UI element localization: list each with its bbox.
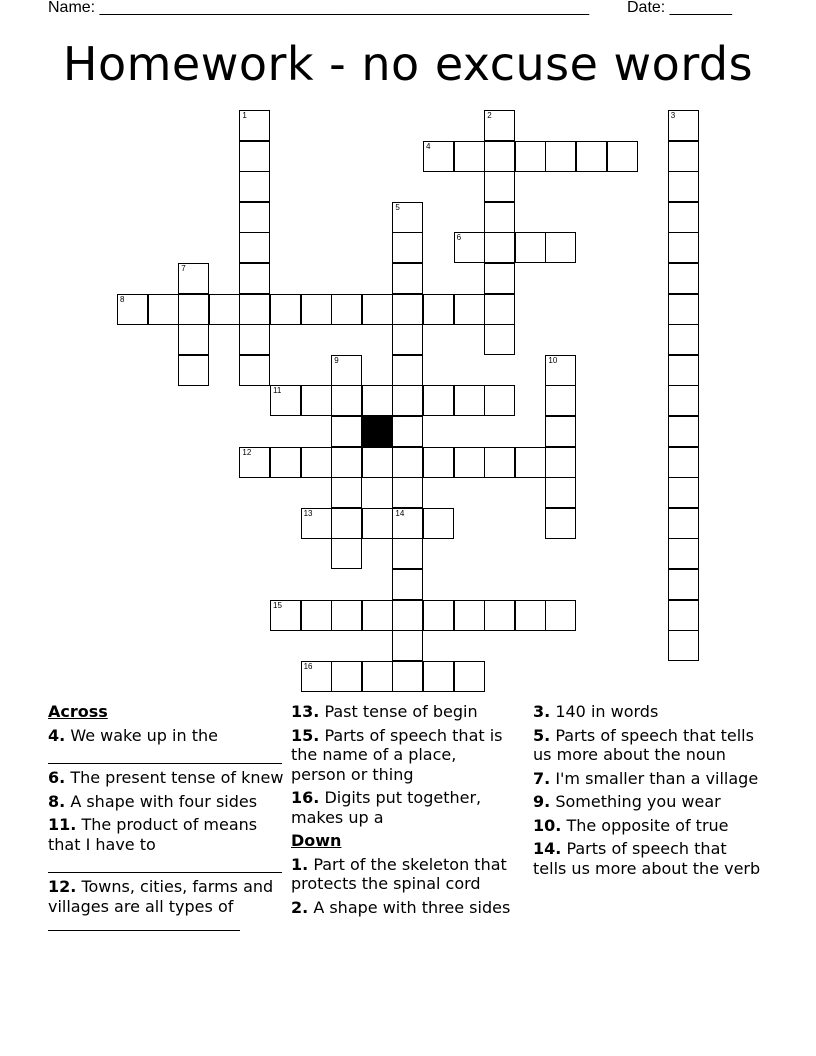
grid-cell[interactable] xyxy=(454,600,485,631)
grid-cell[interactable] xyxy=(423,294,454,325)
grid-cell[interactable] xyxy=(331,447,362,478)
grid-cell[interactable] xyxy=(484,600,515,631)
grid-cell[interactable] xyxy=(392,508,423,539)
answer-blank xyxy=(48,854,282,873)
grid-cell[interactable] xyxy=(607,141,638,172)
grid-cell[interactable] xyxy=(331,661,362,692)
grid-cell[interactable] xyxy=(331,600,362,631)
clue-item xyxy=(533,816,763,836)
grid-cell[interactable] xyxy=(668,355,699,386)
grid-cell[interactable] xyxy=(270,600,301,631)
grid-cell[interactable] xyxy=(392,263,423,294)
grid-cell[interactable] xyxy=(301,385,332,416)
grid-cell[interactable] xyxy=(392,385,423,416)
clue-number: 12. xyxy=(48,877,77,896)
page-title: Homework - no excuse words xyxy=(62,37,754,91)
grid-cell[interactable] xyxy=(270,294,301,325)
grid-cell[interactable] xyxy=(423,661,454,692)
grid-cell[interactable] xyxy=(668,171,699,202)
clue-number: 3. xyxy=(533,702,551,721)
clues-column-1 xyxy=(48,702,284,940)
grid-cell[interactable] xyxy=(545,141,576,172)
clue-item xyxy=(291,726,513,785)
grid-cell[interactable] xyxy=(668,538,699,569)
clue-item xyxy=(48,877,284,936)
clue-number: 11. xyxy=(48,815,77,834)
clue-item xyxy=(291,855,513,894)
grid-cell[interactable] xyxy=(484,202,515,233)
cell-number: 1 xyxy=(242,111,247,120)
grid-cell[interactable] xyxy=(515,600,546,631)
grid-cell[interactable] xyxy=(239,294,270,325)
grid-cell[interactable] xyxy=(423,141,454,172)
clue-text: The product of means that I have to xyxy=(48,815,258,854)
grid-cell[interactable] xyxy=(239,447,270,478)
grid-cell[interactable] xyxy=(423,600,454,631)
grid-cell[interactable] xyxy=(668,508,699,539)
clue-item xyxy=(48,768,284,788)
grid-cell[interactable] xyxy=(484,141,515,172)
clue-item xyxy=(533,702,763,722)
grid-cell[interactable] xyxy=(301,447,332,478)
grid-cell[interactable] xyxy=(392,477,423,508)
grid-cell[interactable] xyxy=(484,385,515,416)
clue-number: 16. xyxy=(291,788,320,807)
grid-cell[interactable] xyxy=(392,416,423,447)
grid-cell[interactable] xyxy=(545,447,576,478)
grid-cell[interactable] xyxy=(423,385,454,416)
grid-cell[interactable] xyxy=(392,538,423,569)
grid-cell[interactable] xyxy=(668,447,699,478)
grid-cell[interactable] xyxy=(117,294,148,325)
clue-item xyxy=(291,788,513,827)
cell-number: 11 xyxy=(273,386,282,396)
grid-cell[interactable] xyxy=(454,385,485,416)
grid-cell[interactable] xyxy=(668,477,699,508)
cell-number: 5 xyxy=(395,202,400,212)
clue-item xyxy=(48,792,284,812)
clue-number: 8. xyxy=(48,791,66,811)
grid-cell[interactable] xyxy=(668,324,699,355)
cell-number: 3 xyxy=(670,111,676,120)
grid-cell[interactable] xyxy=(392,630,423,661)
grid-cell[interactable] xyxy=(362,600,393,631)
grid-cell[interactable] xyxy=(545,232,576,263)
grid-cell[interactable] xyxy=(362,385,393,416)
clue-number: 15. xyxy=(291,725,320,745)
clue-item xyxy=(291,898,513,918)
clue-text: A shape with four sides xyxy=(70,791,258,811)
grid-cell[interactable] xyxy=(454,447,485,478)
clue-text: The present tense of knew xyxy=(70,768,284,787)
grid-cell[interactable] xyxy=(668,263,699,294)
grid-cell[interactable] xyxy=(484,232,515,263)
clue-text: Digits put together, makes up a xyxy=(291,788,482,827)
grid-cell[interactable] xyxy=(331,416,362,447)
date-field-label: Date: _______ xyxy=(627,0,732,16)
across-heading: Across xyxy=(48,702,108,721)
grid-cell[interactable] xyxy=(515,447,546,478)
clue-item xyxy=(533,792,763,812)
grid-cell[interactable] xyxy=(239,202,270,233)
down-heading: Down xyxy=(291,831,342,850)
grid-cell[interactable] xyxy=(270,447,301,478)
grid-cell[interactable] xyxy=(239,324,270,355)
clue-item xyxy=(533,769,763,789)
grid-cell[interactable] xyxy=(484,110,515,141)
grid-cell[interactable] xyxy=(545,600,576,631)
grid-cell[interactable] xyxy=(362,508,393,539)
cell-number: 10 xyxy=(548,355,558,365)
cell-number: 15 xyxy=(273,600,282,610)
grid-cell[interactable] xyxy=(362,294,393,325)
cell-number: 6 xyxy=(456,233,462,243)
grid-cell[interactable] xyxy=(668,232,699,263)
grid-cell[interactable] xyxy=(454,294,485,325)
answer-blank xyxy=(48,745,282,764)
grid-cell[interactable] xyxy=(515,141,546,172)
grid-cell[interactable] xyxy=(668,600,699,631)
grid-cell[interactable] xyxy=(668,294,699,325)
grid-cell[interactable] xyxy=(668,416,699,447)
grid-cell[interactable] xyxy=(178,294,209,325)
black-square xyxy=(362,416,393,447)
grid-cell[interactable] xyxy=(545,508,576,539)
cell-number: 4 xyxy=(426,141,431,151)
grid-cell[interactable] xyxy=(668,630,699,661)
grid-cell[interactable] xyxy=(545,355,576,386)
grid-cell[interactable] xyxy=(331,355,362,386)
cell-number: 13 xyxy=(303,508,313,518)
answer-blank xyxy=(48,916,240,931)
clue-text: I'm smaller than a village xyxy=(555,768,759,788)
clue-item xyxy=(48,815,284,873)
grid-cell[interactable] xyxy=(178,324,209,355)
grid-cell[interactable] xyxy=(454,232,485,263)
clue-number: 1. xyxy=(291,854,309,874)
grid-cell[interactable] xyxy=(209,294,240,325)
grid-cell[interactable] xyxy=(392,324,423,355)
clue-text: Part of the skeleton that protects the spinal cord xyxy=(291,854,507,893)
grid-cell[interactable] xyxy=(454,661,485,692)
grid-cell[interactable] xyxy=(239,110,270,141)
grid-cell[interactable] xyxy=(484,263,515,294)
grid-cell[interactable] xyxy=(545,385,576,416)
clue-number: 5. xyxy=(533,725,551,745)
clue-text: 140 in words xyxy=(555,702,659,721)
grid-cell[interactable] xyxy=(484,447,515,478)
cell-number: 9 xyxy=(334,355,339,365)
grid-cell[interactable] xyxy=(178,355,209,386)
grid-cell[interactable] xyxy=(239,141,270,172)
grid-cell[interactable] xyxy=(270,385,301,416)
cell-number: 7 xyxy=(181,264,186,273)
grid-cell[interactable] xyxy=(545,477,576,508)
grid-cell[interactable] xyxy=(331,477,362,508)
grid-cell[interactable] xyxy=(484,324,515,355)
grid-cell[interactable] xyxy=(454,141,485,172)
grid-cell[interactable] xyxy=(239,355,270,386)
clue-text: Past tense of begin xyxy=(324,702,478,721)
grid-cell[interactable] xyxy=(545,416,576,447)
clue-number: 7. xyxy=(533,768,551,788)
clue-number: 10. xyxy=(533,815,562,835)
cell-number: 12 xyxy=(242,447,252,457)
grid-cell[interactable] xyxy=(484,171,515,202)
grid-cell[interactable] xyxy=(331,294,362,325)
clue-number: 2. xyxy=(291,897,309,917)
grid-cell[interactable] xyxy=(576,141,607,172)
grid-cell[interactable] xyxy=(668,110,699,141)
cell-number: 14 xyxy=(395,508,405,518)
grid-cell[interactable] xyxy=(668,141,699,172)
clue-text: Something you wear xyxy=(555,792,721,811)
clue-number: 9. xyxy=(533,792,551,811)
clues-column-2 xyxy=(291,702,513,921)
grid-cell[interactable] xyxy=(148,294,179,325)
name-field-label: Name: _______________________________________________________ xyxy=(48,0,589,16)
grid-cell[interactable] xyxy=(301,294,332,325)
clue-text: Parts of speech that tells us more about the noun xyxy=(533,725,754,764)
grid-cell[interactable] xyxy=(484,294,515,325)
cell-number: 8 xyxy=(120,294,125,304)
grid-cell[interactable] xyxy=(362,447,393,478)
clue-number: 14. xyxy=(533,839,562,858)
clue-text: Parts of speech that tells us more about the verb xyxy=(533,839,761,878)
grid-cell[interactable] xyxy=(392,294,423,325)
clue-number: 13. xyxy=(291,702,320,721)
grid-cell[interactable] xyxy=(515,232,546,263)
clue-text: The opposite of true xyxy=(566,815,729,835)
clue-text: We wake up in the xyxy=(70,725,218,745)
clue-number: 4. xyxy=(48,725,66,745)
grid-cell[interactable] xyxy=(423,508,454,539)
grid-cell[interactable] xyxy=(178,263,209,294)
cell-number: 16 xyxy=(303,661,313,671)
clues-column-3 xyxy=(533,702,763,882)
clue-text: A shape with three sides xyxy=(313,897,511,917)
grid-cell[interactable] xyxy=(668,569,699,600)
grid-cell[interactable] xyxy=(392,232,423,263)
grid-cell[interactable] xyxy=(392,202,423,233)
clue-item xyxy=(533,839,763,878)
grid-cell[interactable] xyxy=(239,263,270,294)
clue-item xyxy=(48,726,284,765)
grid-cell[interactable] xyxy=(239,171,270,202)
grid-cell[interactable] xyxy=(392,600,423,631)
clue-text: Parts of speech that is the name of a place, person or thing xyxy=(291,725,503,784)
grid-cell[interactable] xyxy=(239,232,270,263)
grid-cell[interactable] xyxy=(301,661,332,692)
grid-cell[interactable] xyxy=(301,600,332,631)
grid-cell[interactable] xyxy=(301,508,332,539)
grid-cell[interactable] xyxy=(668,385,699,416)
grid-cell[interactable] xyxy=(362,661,393,692)
clue-item xyxy=(291,702,513,722)
grid-cell[interactable] xyxy=(331,508,362,539)
clue-item xyxy=(533,726,763,765)
cell-number: 2 xyxy=(487,111,492,120)
clue-text: Towns, cities, farms and villages are all types of xyxy=(48,877,274,916)
grid-cell[interactable] xyxy=(331,538,362,569)
grid-cell[interactable] xyxy=(392,661,423,692)
grid-cell[interactable] xyxy=(331,385,362,416)
grid-cell[interactable] xyxy=(668,202,699,233)
grid-cell[interactable] xyxy=(392,569,423,600)
clue-number: 6. xyxy=(48,768,66,787)
grid-cell[interactable] xyxy=(423,447,454,478)
grid-cell[interactable] xyxy=(392,447,423,478)
grid-cell[interactable] xyxy=(392,355,423,386)
